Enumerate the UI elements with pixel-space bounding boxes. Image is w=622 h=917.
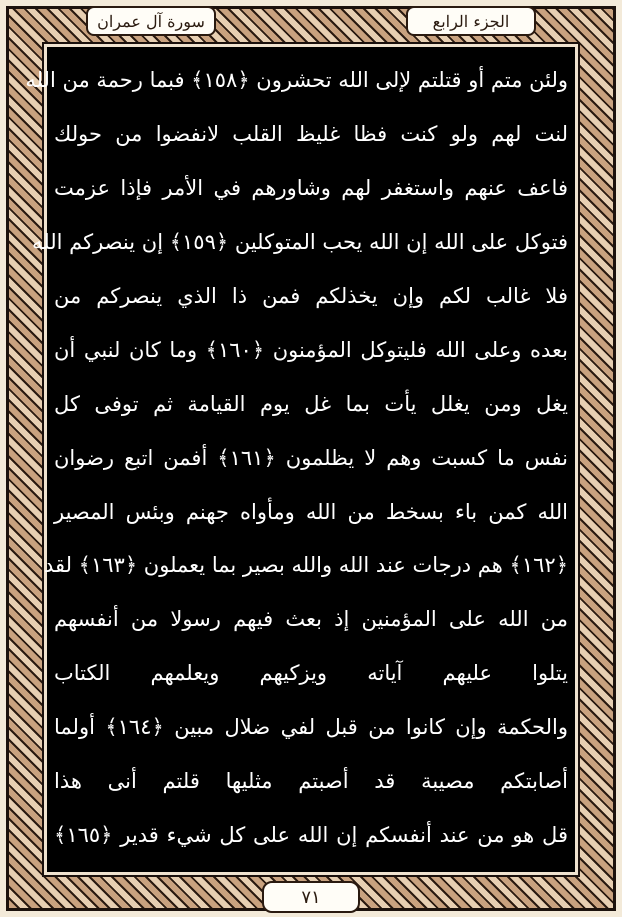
juz-title: الجزء الرابع <box>432 11 510 31</box>
text-line: يغل ومن يغلل يأت بما غل يوم القيامة ثم توفى كل <box>54 391 568 416</box>
quran-text <box>25 54 568 865</box>
text-line: أصابتكم مصيبة قد أصبتم مثليها قلتم أنى هذا <box>54 769 568 794</box>
text-line: قل هو من عند أنفسكم إن الله على كل شيء قدير ﴿١٦٥﴾ <box>54 822 568 847</box>
page-number-text: ٧١ <box>301 886 321 908</box>
text-line: فلا غالب لكم وإن يخذلكم فمن ذا الذي ينصركم من <box>54 284 568 308</box>
text-line: نفس ما كسبت وهم لا يظلمون ﴿١٦١﴾ أفمن اتبع رضوان <box>54 445 568 470</box>
surah-header <box>86 6 216 36</box>
text-line: ﴿١٦٢﴾ هم درجات عند الله والله بصير بما يعملون ﴿١٦٣﴾ لقد <box>43 553 568 578</box>
surah-title: سورة آل عمران <box>97 11 205 31</box>
text-line: لنت لهم ولو كنت فظا غليظ القلب لانفضوا من حولك <box>54 122 568 147</box>
text-line: والحكمة وإن كانوا من قبل لفي ضلال مبين ﴿١٦٤﴾ أولما <box>54 715 568 740</box>
page-number <box>262 881 360 913</box>
text-line: يتلوا عليهم آياته ويزكيهم ويعلمهم الكتاب <box>54 661 568 686</box>
text-line: فتوكل على الله إن الله يحب المتوكلين ﴿١٥٩﴾ إن ينصركم الله <box>32 230 568 255</box>
text-line: فاعف عنهم واستغفر لهم وشاورهم في الأمر فإذا عزمت <box>54 176 568 201</box>
text-line: بعده وعلى الله فليتوكل المؤمنون ﴿١٦٠﴾ وما كان لنبي أن <box>54 337 568 362</box>
text-line: من الله على المؤمنين إذ بعث فيهم رسولا من أنفسهم <box>54 607 568 632</box>
text-line: ولئن متم أو قتلتم لإلى الله تحشرون ﴿١٥٨﴾ فبما رحمة من الله <box>25 68 568 93</box>
text-line: الله كمن باء بسخط من الله ومأواه جهنم وبئس المصير <box>54 499 568 524</box>
juz-header <box>406 6 536 36</box>
